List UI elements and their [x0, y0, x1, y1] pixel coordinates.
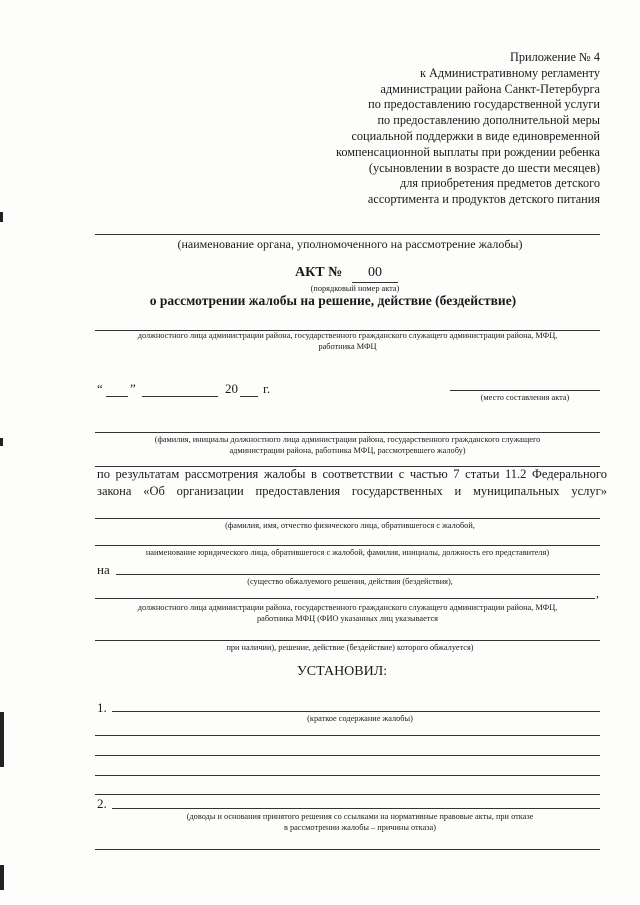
appendix-line: (усыновлении в возрасте до шести месяцев): [368, 160, 600, 175]
act-number: 00: [368, 265, 382, 280]
appendix-line: по предоставлению дополнительной меры: [377, 113, 600, 128]
basis-text: [97, 466, 607, 500]
item1-fill-line: [95, 775, 600, 776]
place-line: [450, 390, 600, 391]
essence-line: [116, 574, 600, 575]
if-present-caption: при наличии), решение, действие (бездействие) которого обжалуется): [226, 643, 474, 652]
appendix-header: [280, 50, 600, 208]
reviewer-caption-1: (фамилия, инициалы должностного лица администрации района, государственного гражданского служащего: [154, 435, 541, 444]
item2-number: 2.: [97, 796, 107, 811]
item1-fill-line: [95, 735, 600, 736]
official2-comma: ,: [596, 586, 599, 600]
official-caption-1: должностного лица администрации района, государственного гражданского служащего администрации района, МФЦ,: [137, 331, 558, 340]
date-year-prefix: 20: [225, 381, 238, 396]
appendix-line: ассортимента и продуктов детского питания: [367, 192, 600, 207]
official2-caption-1: должностного лица администрации района, государственного гражданского служащего администрации района, МФЦ,: [137, 603, 558, 612]
official2-line: [95, 598, 595, 599]
appendix-line: компенсационной выплаты при рождении ребенка: [335, 144, 600, 159]
if-present-line: [95, 640, 600, 641]
place-caption: (место составления акта): [480, 393, 570, 402]
item2-fill-line: [95, 849, 600, 850]
reviewer-caption-2: администрации района, работника МФЦ, рассмотревшего жалобу): [229, 446, 466, 455]
essence-caption: (существо обжалуемого решения, действия (бездействия),: [247, 577, 453, 586]
scan-edge-marks: [0, 0, 6, 905]
appendix-line: по предоставлению государственной услуги: [368, 97, 600, 112]
date-year-suffix: г.: [263, 381, 271, 396]
item1-number: 1.: [97, 700, 107, 715]
organ-name-line: [95, 234, 600, 235]
item2-caption-2: в рассмотрении жалобы – причины отказа): [283, 823, 436, 832]
item1-caption: (краткое содержание жалобы): [307, 714, 413, 723]
organ-caption: (наименование органа, уполномоченного на рассмотрение жалобы): [177, 237, 523, 251]
official-caption-2: работника МФЦ: [318, 342, 377, 351]
reviewer-line: [95, 432, 600, 433]
official2-caption-2: работника МФЦ (ФИО указанных лиц указывается: [257, 614, 438, 623]
appendix-line: Приложение № 4: [509, 50, 600, 64]
item1-line: [112, 711, 600, 712]
date-month-line: [142, 396, 218, 397]
person-caption: (фамилия, имя, отчество физического лица, обратившегося с жалобой,: [225, 521, 475, 530]
person-line: [95, 518, 600, 519]
appendix-line: социальной поддержки в виде единовременной: [351, 128, 600, 143]
date-close-quote: ”: [130, 381, 136, 396]
date-open-quote: “: [97, 381, 103, 396]
appendix-line: администрации района Санкт-Петербурга: [380, 81, 600, 96]
item2-caption-1: (доводы и основания принятого решения со ссылками на нормативные правовые акты, при отказе: [186, 812, 534, 821]
act-subtitle: о рассмотрении жалобы на решение, действие (бездействие): [149, 293, 517, 308]
item1-fill-line: [95, 755, 600, 756]
date-year-line: [240, 396, 258, 397]
item2-line: [112, 808, 600, 809]
appendix-line: к Административному регламенту: [419, 65, 600, 80]
established-heading: УСТАНОВИЛ:: [296, 664, 388, 679]
basis-line-2: закона «Об организации предоставления государственных и муниципальных услуг»: [97, 484, 607, 498]
act-number-caption: (порядковый номер акта): [310, 284, 400, 293]
date-day-line: [106, 396, 128, 397]
act-title: АКТ №: [295, 265, 343, 280]
item1-fill-line: [95, 794, 600, 795]
basis-line-1: по результатам рассмотрения жалобы в соответствии с частью 7 статьи 11.2 Федерального: [97, 467, 607, 481]
legal-caption: наименование юридического лица, обратившегося с жалобой, фамилия, инициалы, должность его представителя): [145, 548, 550, 557]
on-label: на: [97, 562, 110, 577]
legal-line: [95, 545, 600, 546]
appendix-line: для приобретения предметов детского: [399, 176, 600, 191]
